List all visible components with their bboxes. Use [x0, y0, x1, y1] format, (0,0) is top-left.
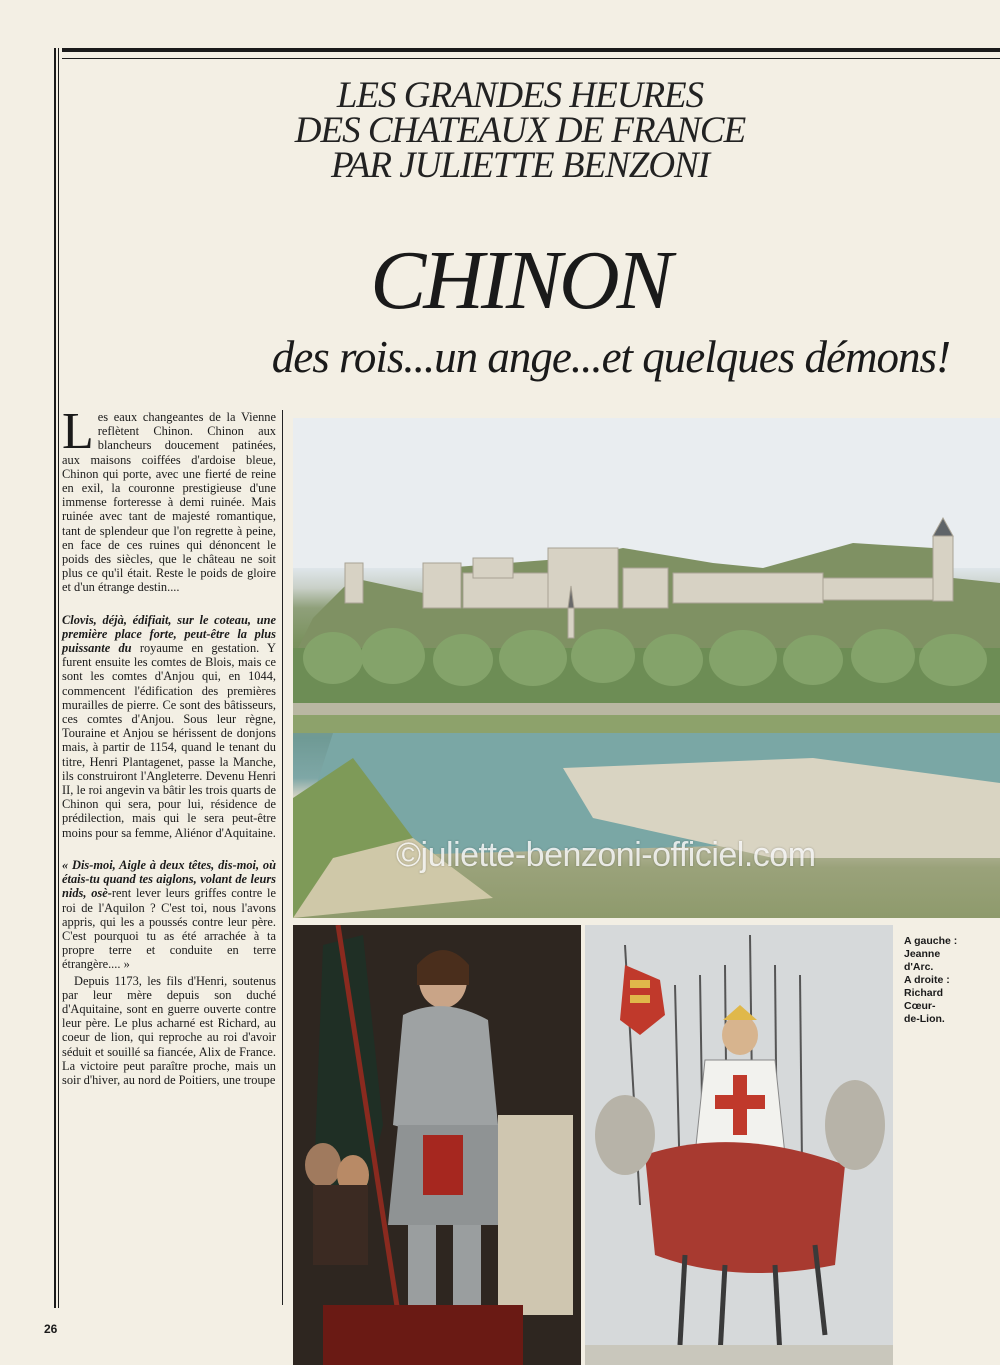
crusader-illustration — [585, 925, 893, 1365]
drop-cap: L — [62, 403, 94, 460]
paragraph-2 — [62, 613, 276, 840]
caption-line-3: d'Arc. — [904, 961, 934, 973]
caption-line-4: A droite : — [904, 974, 950, 986]
top-rule-thin — [62, 58, 1000, 59]
joan-of-arc-illustration — [293, 925, 581, 1365]
richard-lionheart-illustration — [585, 925, 893, 1365]
caption-line-7: de-Lion. — [904, 1013, 945, 1025]
paragraph-2-text: royaume en gestation. Y furent ensuite les comtes de Blois, mais ce sont les comtes d'Anjou qui, en 1044, commencent l'édification des premières murailles de pierre. Ce sont des bâtisseurs, ces comtes d'Anjou. Sous leur règne, Touraine et Anjou se hérissent de donjons mais, à partir de 1154, quand le tenant du titre, Henri Plantagenet, passe la Manche, ils construiront l'Angleterre. Devenu Henri II, le roi angevin va bâtir les trois quarts de Chinon qui sera, pour lui, résidence de prédilection, mais qui le sera peut-être moins pour sa femme, Aliénor d'Aquitaine. — [62, 641, 276, 840]
caption-line-6: Cœur- — [904, 1000, 936, 1012]
paragraph-3 — [62, 858, 276, 972]
watermark: ©juliette-benzoni-officiel.com — [396, 836, 816, 874]
left-rule-thin — [58, 48, 59, 1308]
image-caption — [904, 935, 974, 1026]
article-subtitle: des rois...un ange...et quelques démons! — [271, 332, 950, 382]
column-rule — [282, 410, 283, 1305]
top-rule — [62, 48, 1000, 52]
paragraph-1 — [62, 403, 276, 595]
joan-of-arc-painting — [293, 925, 581, 1365]
article-column — [62, 403, 276, 1105]
paragraph-4: Depuis 1173, les fils d'Henri, soutenus par leur mère depuis son duché d'Aquitaine, sont en guerre ouverte contre leur père. Le plus acharné est Richard, au coeur de lion, qui reproche au roi d'avoir séduit et souillé sa fiancée, Alix de France. La victoire peut paraître proche, mais un soir d'hiver, au nord de Poitiers, une troupe — [62, 973, 276, 1087]
article-title: CHINON — [370, 234, 670, 327]
page-number: 26 — [44, 1322, 58, 1336]
caption-line-5: Richard — [904, 987, 944, 999]
paragraph-1-text: es eaux changeantes de la Vienne reflètent Chinon. Chinon aux blancheurs doucement patinées, aux maisons coiffées d'ardoise bleue, Chinon qui porte, avec une fierté de reine en exil, la couronne prestigieuse d'une immense forteresse à demi ruinée. Mais ruinée avec tant de majesté romantique, tant de splendeur que l'on regrette à peine, en face de ces ruines qui dénoncent le poids des siècles, que le château ne soit plus ce qu'il était. Reste le poids de gloire et d'un étrange destin.... — [62, 410, 276, 595]
series-line-1: LES GRANDES HEURES — [336, 75, 704, 116]
paragraph-3-lead: « Dis-moi, Aigle à deux têtes, dis-moi, où étais-tu quand tes aiglons, volant de leurs nids, osè- — [62, 857, 276, 901]
paragraph-2-lead: Clovis, déjà, édifiait, sur le coteau, une première place forte, peut-être la plus puissante du — [62, 612, 276, 656]
left-rule — [54, 48, 56, 1308]
series-line-3: PAR JULIETTE BENZONI — [330, 145, 710, 186]
caption-line-2: Jeanne — [904, 948, 941, 960]
series-line-2: DES CHATEAUX DE FRANCE — [294, 110, 746, 151]
paragraph-3-text: rent lever leurs griffes contre le roi de l'Aquilon ? C'est toi, nous l'avons appris, qui les a poussés contre leur père. C'est pourquoi tu as été arrachée à ta propre terre et conduite en terre étrangère.... » — [62, 886, 276, 972]
caption-line-1: A gauche : — [904, 935, 958, 947]
series-heading — [200, 75, 840, 186]
